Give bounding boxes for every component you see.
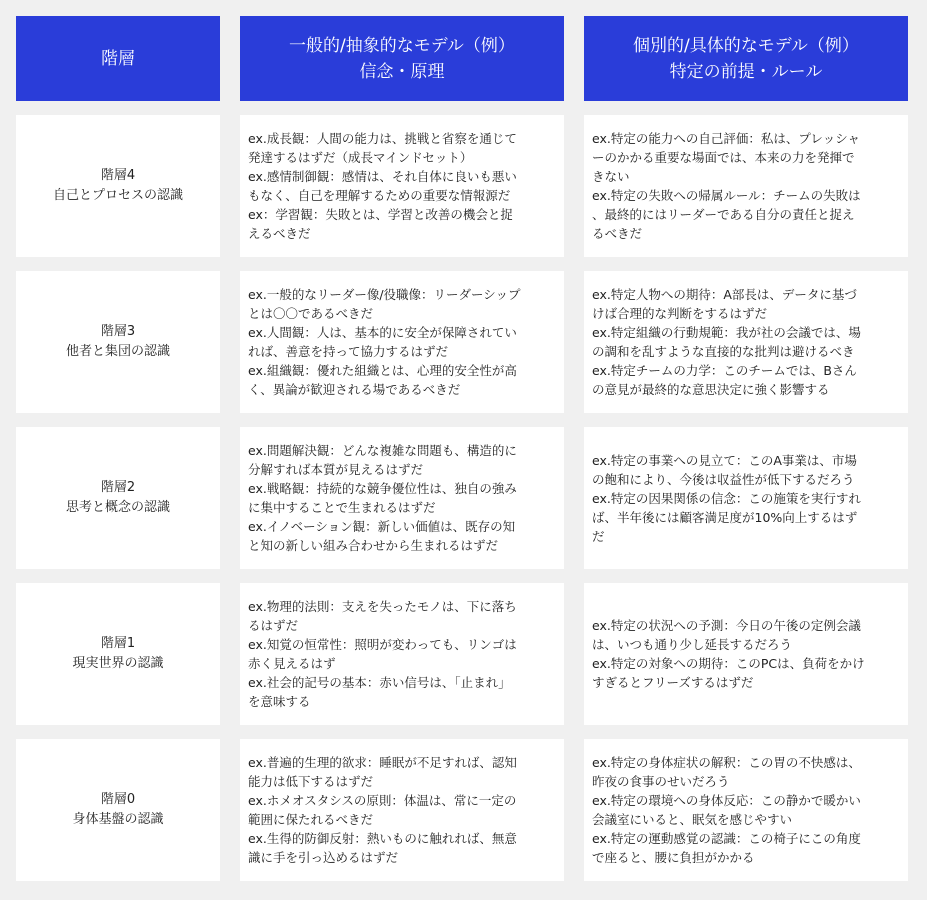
text-line: ex.問題解決観：どんな複雑な問題も、構造的に (248, 443, 517, 458)
header-general-subtitle: 信念・原理 (359, 61, 445, 82)
text-line: ex.イノベーション観：新しい価値は、既存の知 (248, 519, 516, 534)
level-number: 階層3 (100, 324, 136, 339)
text-line: は、いつも通り少し延長するだろう (592, 637, 793, 652)
text-line: ex.特定の状況への予測：今日の午後の定例会議 (592, 618, 861, 633)
level-number: 階層4 (100, 168, 136, 183)
specific-model-cell-0 (584, 739, 908, 881)
level-name: 思考と概念の認識 (65, 500, 170, 515)
level-cell-1 (16, 583, 220, 725)
text-line: ex.特定の失敗への帰属ルール：チームの失敗は (592, 188, 861, 203)
general-model-cell-1 (240, 583, 564, 725)
level-cell-2 (16, 427, 220, 569)
general-model-cell-0 (240, 739, 564, 881)
text-line: えるべきだ (248, 226, 311, 241)
general-model-cell-2 (240, 427, 564, 569)
text-line: 分解すれば本質が見えるはずだ (248, 462, 424, 477)
header-specific-title: 個別的/具体的なモデル（例） (633, 35, 859, 56)
text-line: の調和を乱すような直接的な批判は避けるべき (592, 344, 855, 359)
header-general-model (240, 16, 564, 101)
text-line: ex.生得的防御反射：熱いものに触れれば、無意 (248, 831, 517, 846)
text-line: ex.特定の環境への身体反応：この静かで暖かい (592, 793, 861, 808)
level-cell-3 (16, 271, 220, 413)
text-line: ex.感情制御観：感情は、それ自体に良いも悪い (248, 169, 517, 184)
level-number: 階層1 (100, 636, 136, 651)
level-cell-4 (16, 115, 220, 257)
text-line: ex.ホメオスタシスの原則：体温は、常に一定の (248, 793, 517, 808)
text-line: ex：学習観：失敗とは、学習と改善の機会と捉 (248, 207, 513, 222)
text-line: ex.特定の能力への自己評価：私は、プレッシャ (592, 131, 860, 146)
level-name: 現実世界の認識 (72, 656, 164, 671)
text-line: を意味する (248, 694, 311, 709)
header-specific-model (584, 16, 908, 101)
text-line: ーのかかる重要な場面では、本来の力を発揮で (592, 150, 855, 165)
level-number: 階層0 (100, 792, 136, 807)
text-line: ex.一般的なリーダー像/役職像：リーダーシップ (248, 287, 521, 302)
text-line: 範囲に保たれるべきだ (248, 812, 374, 827)
text-line: けば合理的な判断をするはずだ (592, 306, 768, 321)
text-line: 能力は低下するはずだ (248, 774, 374, 789)
specific-model-cell-1 (584, 583, 908, 725)
text-line: く、異論が歓迎される場であるべきだ (248, 382, 461, 397)
level-name: 身体基盤の認識 (72, 812, 164, 827)
specific-model-cell-3 (584, 271, 908, 413)
text-line: ex.組織観：優れた組織とは、心理的安全性が高 (248, 363, 517, 378)
header-level-label: 階層 (101, 48, 135, 69)
header-specific-subtitle: 特定の前提・ルール (669, 61, 823, 82)
text-line: ex.特定の身体症状の解釈：この胃の不快感は、 (592, 755, 861, 770)
text-line: とは〇〇であるべきだ (248, 306, 374, 321)
text-line: 赤く見えるはず (248, 656, 336, 671)
text-line: ex.特定の因果関係の信念：この施策を実行すれ (592, 490, 861, 506)
text-line: と知の新しい組み合わせから生まれるはずだ (248, 538, 499, 553)
level-name: 他者と集団の認識 (65, 344, 170, 359)
level-cell-0 (16, 739, 220, 881)
text-line: 会議室にいると、眠気を感じやすい (592, 812, 793, 827)
text-line: ex.特定の対象への期待：このPCは、負荷をかけ (592, 656, 865, 671)
text-line: 昨夜の食事のせいだろう (592, 774, 730, 789)
text-line: ex.普遍的生理的欲求：睡眠が不足すれば、認知 (248, 755, 517, 770)
text-line: ex.特定の事業への見立て：このA事業は、市場 (592, 452, 857, 468)
text-line: ex.特定チームの力学：このチームでは、Bさん (592, 363, 857, 378)
text-line: の飽和により、今後は収益性が低下するだろう (592, 471, 855, 487)
text-line: ex.成長観：人間の能力は、挑戦と省察を通じて (248, 131, 517, 146)
text-line: ex.人間観：人は、基本的に安全が保障されてい (248, 325, 517, 340)
header-general-title: 一般的/抽象的なモデル（例） (289, 35, 515, 56)
text-line: ex.特定の運動感覚の認識：この椅子にこの角度 (592, 831, 861, 846)
text-line: きない (592, 169, 630, 184)
specific-model-cell-4 (584, 115, 908, 257)
text-line: すぎるとフリーズするはずだ (592, 675, 754, 690)
text-line: 発達するはずだ（成長マインドセット） (248, 150, 473, 165)
text-line: ex.特定組織の行動規範：我が社の会議では、場 (592, 325, 861, 340)
level-name: 自己とプロセスの認識 (52, 188, 183, 203)
text-line: の意見が最終的な意思決定に強く影響する (592, 382, 830, 397)
general-model-cell-3 (240, 271, 564, 413)
text-line: ex.社会的記号の基本：赤い信号は、「止まれ」 (248, 675, 511, 690)
text-line: だ (592, 528, 605, 544)
text-line: れば、善意を持って協力するはずだ (248, 344, 449, 359)
text-line: ex.特定人物への期待：A部長は、データに基づ (592, 287, 857, 302)
text-line: ex.物理的法則：支えを失ったモノは、下に落ち (248, 599, 517, 614)
text-line: 識に手を引っ込めるはずだ (248, 850, 399, 865)
text-line: ば、半年後には顧客満足度が10%向上するはず (592, 509, 858, 525)
text-line: に集中することで生まれるはずだ (248, 500, 436, 515)
text-line: るはずだ (248, 618, 299, 633)
text-line: ex.戦略観：持続的な競争優位性は、独自の強み (248, 481, 517, 496)
specific-model-cell-2 (584, 427, 908, 569)
text-line: ex.知覚の恒常性：照明が変わっても、リンゴは (248, 637, 517, 652)
text-line: 、最終的にはリーダーである自分の責任と捉え (592, 207, 855, 222)
text-line: るべきだ (592, 226, 643, 241)
general-model-cell-4 (240, 115, 564, 257)
header-level (16, 16, 220, 101)
level-number: 階層2 (100, 480, 136, 495)
text-line: で座ると、腰に負担がかかる (592, 850, 755, 865)
text-line: もなく、自己を理解するための重要な情報源だ (248, 188, 511, 203)
